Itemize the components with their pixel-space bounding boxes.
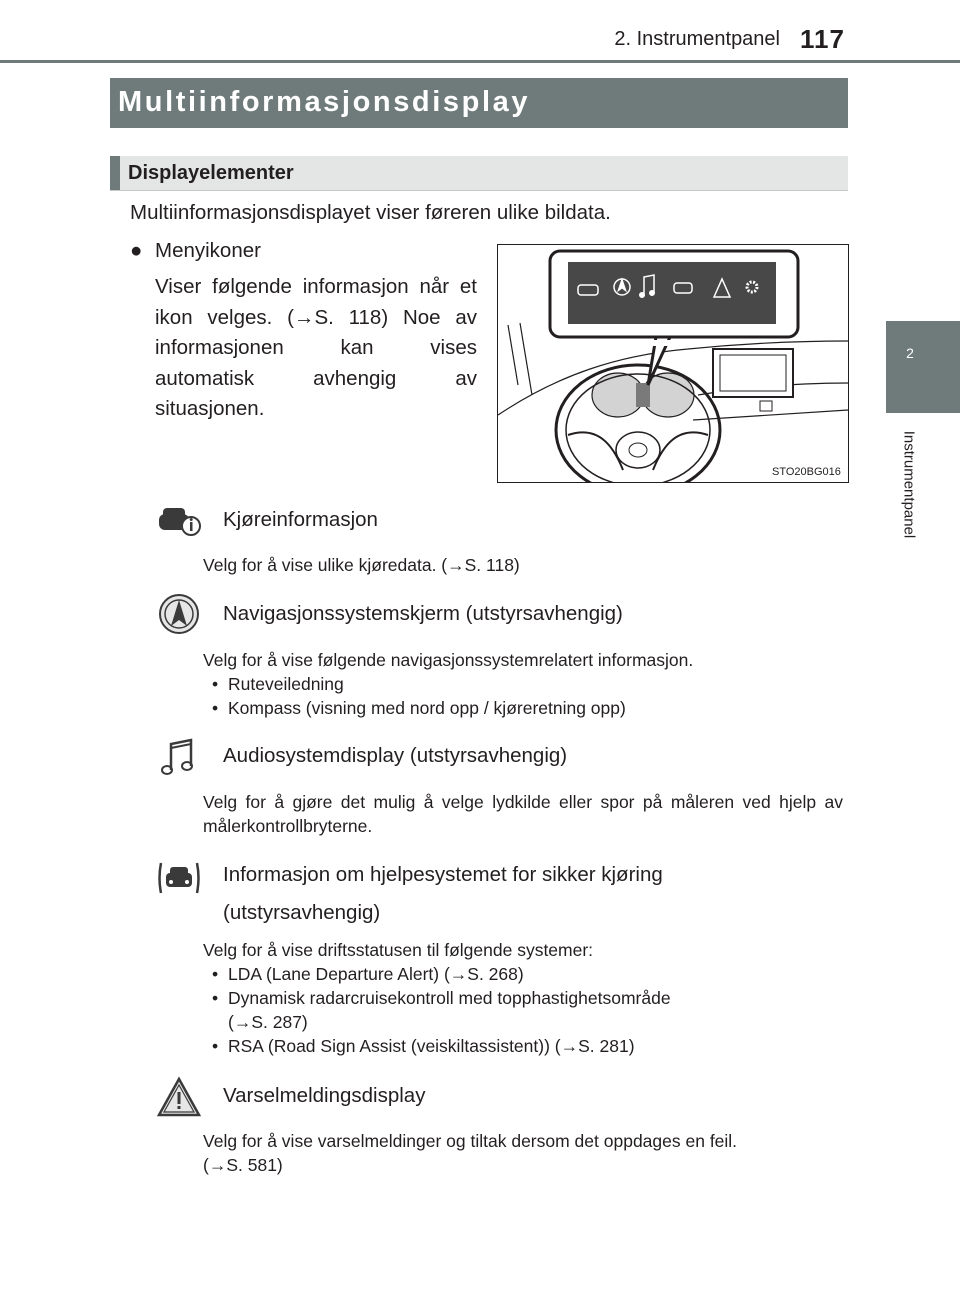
chapter-tab	[886, 321, 960, 413]
entry-description-block	[203, 1129, 843, 1177]
entry-title: Audiosystemdisplay (utstyrsavhengig)	[223, 744, 568, 767]
list-item: • LDA (Lane Departure Alert) (→S. 268)	[203, 962, 843, 986]
entry-title-line2: (utstyrsavhengig)	[223, 901, 381, 924]
page-number: 117	[800, 24, 845, 54]
entry-description: Velg for å vise følgende navigasjonssystemrelatert informasjon.	[203, 650, 694, 670]
entry-description: Velg for å vise driftsstatusen til følgende systemer:	[203, 940, 594, 960]
figure-caption: STO20BG016	[772, 466, 841, 478]
warning-triangle-icon	[157, 1075, 201, 1119]
intro-text: Multiinformasjonsdisplayet viser føreren ulike bildata.	[130, 201, 611, 224]
header-rule	[0, 60, 960, 63]
section-title-bar	[110, 78, 848, 128]
driving-info-icon	[157, 500, 201, 544]
entry-description-line2: (→S. 581)	[203, 1155, 283, 1175]
entry-title: Kjøreinformasjon	[223, 508, 378, 531]
list-item: • Ruteveiledning	[203, 672, 843, 696]
menu-icons-label: Menyikoner	[155, 239, 261, 262]
list-item: • Kompass (visning med nord opp / kjøreretning opp)	[203, 696, 843, 720]
subsection-title: Displayelementer	[128, 162, 294, 184]
entry-title: Varselmeldingsdisplay	[223, 1084, 426, 1107]
chapter-tab-label	[896, 412, 918, 562]
dashboard-illustration	[497, 244, 849, 483]
entry-title: Informasjon om hjelpesystemet for sikker kjøring	[223, 863, 663, 886]
subsection-bar	[110, 156, 848, 191]
bullet-icon: ●	[130, 239, 143, 262]
chapter-tab-number: 2	[906, 345, 914, 361]
entry-description: Velg for å vise ulike kjøredata. (→S. 118)	[203, 555, 520, 575]
list-item: • RSA (Road Sign Assist (veiskiltassistent)) (→S. 281)	[203, 1034, 843, 1058]
chapter-tab-label-text: Instrumentpanel	[900, 430, 918, 539]
list-item-continuation: (→S. 287)	[228, 1012, 308, 1032]
entry-description-block	[203, 648, 843, 720]
audio-note-icon	[157, 736, 201, 780]
navigation-icon	[157, 592, 201, 636]
list-item: • Dynamisk radarcruisekontroll med topphastighetsområde	[203, 986, 843, 1010]
entry-description: Velg for å vise varselmeldinger og tiltak dersom det oppdages en feil.	[203, 1131, 738, 1151]
dashboard-illustration-svg	[498, 245, 848, 482]
running-header-chapter: 2. Instrumentpanel	[614, 28, 780, 50]
entry-description: Velg for å gjøre det mulig å velge lydkilde eller spor på måleren ved hjelp av målerkontrollbryterne.	[203, 792, 843, 836]
entry-title: Navigasjonssystemskjerm (utstyrsavhengig)	[223, 602, 623, 625]
subsection-marker	[110, 156, 120, 190]
section-title: Multiinformasjonsdisplay	[118, 86, 531, 118]
driving-assist-car-icon	[157, 855, 201, 899]
entry-description-block	[203, 938, 843, 1058]
menu-icons-description: Viser følgende informasjon når et ikon velges. (→S. 118) Noe av informasjonen kan vises automatisk avhengig av situasjonen.	[155, 275, 477, 420]
